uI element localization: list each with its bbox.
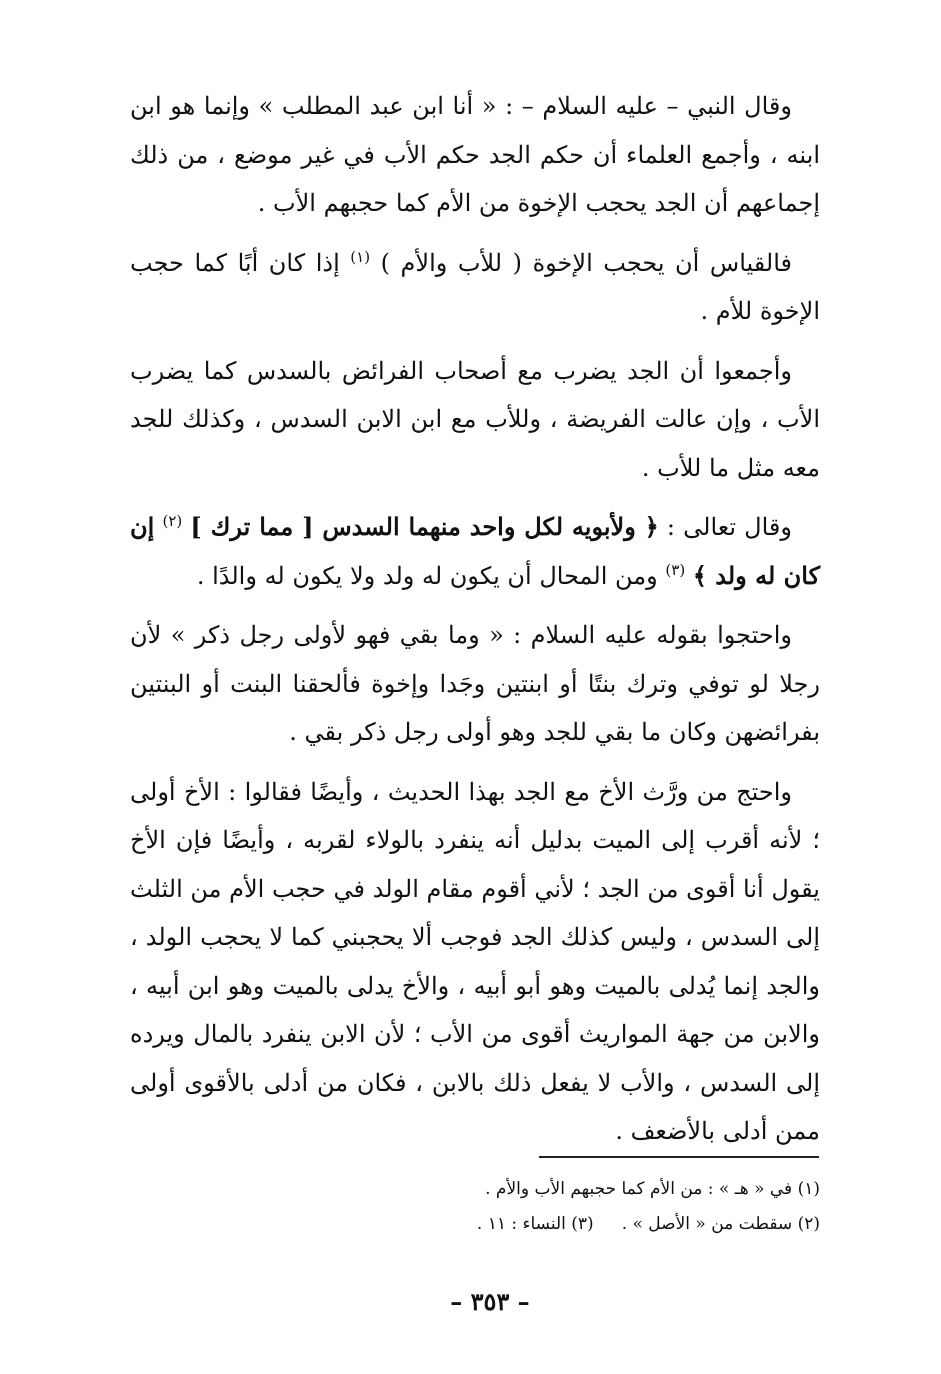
footnote-ref-2: (٢) — [162, 512, 183, 530]
paragraph-4-intro: وقال تعالى : — [666, 513, 792, 541]
paragraph-2 — [130, 239, 820, 336]
quran-verse-part-b: إن كان له ولد ﴾ — [130, 512, 820, 590]
footnote-ref-1: (١) — [350, 247, 371, 266]
footnote-1: (١) في « هـ » : من الأم كما حجبهم الأب والأم . — [485, 1179, 820, 1199]
paragraph-3: وأجمعوا أن الجد يضرب مع أصحاب الفرائض بالسدس كما يضرب الأب ، وإن عالت الفريضة ، وللأب مع ابن الابن السدس ، وكذلك للجد معه مثل ما للأب . — [130, 356, 820, 482]
paragraph-6: واحتج من ورَّث الأخ مع الجد بهذا الحديث ، وأيضًا فقالوا : الأخ أولى ؛ لأنه أقرب إلى الميت بدليل أنه ينفرد بالولاء لقربه ، وأيضًا فإن الأخ يقول أنا أقوى من الجد ؛ لأني أقوم مقام الولد في حجب الأم من الثلث إلى السدس ، وليس كذلك الجد فوجب ألا يحجبني كما لا يحجب الولد ، والجد إنما يُدلى بالميت وهو أبو أبيه ، والأخ يدلى بالميت وهو ابن أبيه ، والابن من جهة المواريث أقوى من الأب ؛ لأن الابن ينفرد بالمال ويرده إلى السدس ، والأب لا يفعل ذلك بالابن ، فكان من أدلى بالأقوى أولى ممن أدلى بالأضعف . — [130, 777, 820, 1145]
paragraph-4 — [130, 503, 820, 600]
paragraph-4-text: ومن المحال أن يكون له ولد ولا يكون له والدًا . — [196, 561, 658, 590]
footnote-2: (٢) سقطت من « الأصل » . — [621, 1214, 820, 1234]
footnotes — [300, 1172, 820, 1242]
paragraph-2-text-b: إذا كان أبًا كما حجب الإخوة للأم . — [130, 248, 820, 325]
footnote-3: (٣) النساء : ١١ . — [476, 1214, 594, 1234]
footnote-2-3-line — [300, 1207, 820, 1242]
paragraph-1: وقال النبي – عليه السلام – : « أنا ابن عبد المطلب » وإنما هو ابن ابنه ، وأجمع العلماء أن حكم الجد حكم الأب في غير موضع ، من ذلك إجماعهم أن الجد يحجب الإخوة من الأم كما حجبهم الأب . — [130, 92, 820, 217]
footnote-divider — [539, 1156, 819, 1158]
paragraph-2-text-a: فالقياس أن يحجب الإخوة ( للأب والأم ) — [380, 248, 792, 277]
main-text — [130, 82, 820, 1167]
quran-verse-part-a: ﴿ ولأبويه لكل واحد منهما السدس [ مما ترك ] — [190, 512, 659, 541]
page-number: – ٣٥٣ – — [450, 1287, 530, 1316]
footnote-ref-3: (٣) — [665, 560, 686, 579]
paragraph-5: واحتجوا بقوله عليه السلام : « وما بقي فهو لأولى رجل ذكر » لأن رجلا لو توفي وترك بنتًا أو ابنتين وجَدا وإخوة فألحقنا البنت أو البنتين بفرائضهن وكان ما بقي للجد وهو أولى رجل ذكر بقي . — [130, 621, 820, 746]
